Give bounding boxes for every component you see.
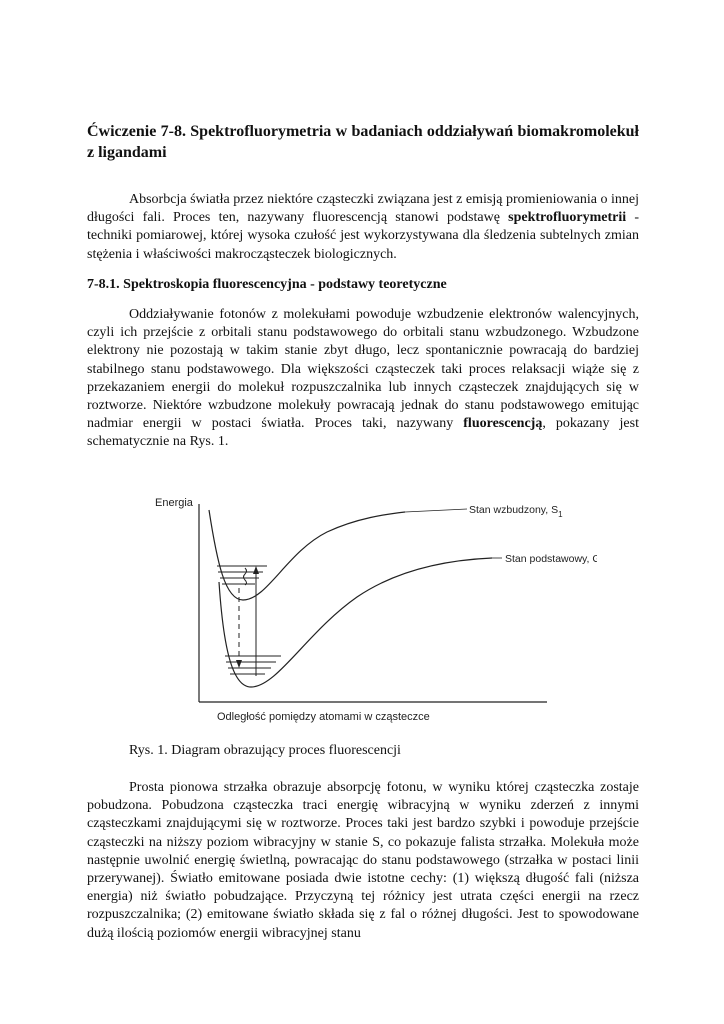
y-axis-label: Energia [155,497,193,509]
excited-label-leader [405,509,467,512]
section-bold-term: fluorescencją [463,416,543,432]
intro-text-1: Absorbcja światła przez niektóre cząsteczki związana jest z emisją promieniowania o innej długości fali. Proces ten, nazywany fluorescencją stanowi podstawę [87,192,639,226]
intro-bold-term: spektrofluorymetrii [508,210,627,226]
x-axis-label: Odległość pomiędzy atomami w cząsteczce [217,711,430,723]
figure-caption: Rys. 1. Diagram obrazujący proces fluorescencji [129,743,401,758]
excited-label-main: Stan wzbudzony, S [469,504,559,516]
fluorescence-diagram [147,482,597,727]
excited-state-label [469,504,563,519]
diagram-svg [147,482,597,727]
wavy-relaxation-arrow [244,568,247,585]
section-text-2: , pokazany jest schematycznie na Rys. 1. [87,416,639,450]
emission-arrow-head [236,660,242,668]
intro-text-2: - techniki pomiarowej, której wysoka czułość jest wykorzystywana dla śledzenia subtelnych zmian stężenia i właściwości makrocząsteczek biologicznych. [87,210,639,262]
section-heading: 7-8.1. Spektroskopia fluorescencyjna - podstawy teoretyczne [87,277,447,292]
section-paragraph [87,306,639,452]
excited-label-subscript: 1 [558,510,563,519]
final-paragraph: Prosta pionowa strzałka obrazuje absorpcję fotonu, w wyniku której cząsteczka zostaje pobudzona. Pobudzona cząsteczka traci energię wibracyjną w wyniku zderzeń z innymi cząsteczkami znajdującymi się w roztworze. Proces taki jest bardzo szybki i powoduje przejście cząsteczki na niższy poziom wibracyjny w stanie S, co pokazuje falista strzałka. Molekuła może następnie uwolnić energię świetlną, powracając do stanu podstawowego (strzałka w postaci linii przerywanej). Światło emitowane posiada dwie istotne cechy: (1) większą długość fali (niższa energia) niż światło pobudzające. Przyczyną tej różnicy jest utrata części energii na rzecz rozpuszczalnika; (2) emitowane światło składa się z fal o różnej długości. Jest to spowodowane dużą ilością poziomów energii wibracyjnej stanu [87,780,639,941]
page-title: Ćwiczenie 7-8. Spektrofluorymetria w badaniach oddziaływań biomakromolekuł z ligandami [87,123,639,161]
intro-paragraph [87,191,639,264]
ground-state-label: Stan podstawowy, G [505,553,597,565]
section-text-1: Oddziaływanie fotonów z molekułami powoduje wzbudzenie elektronów walencyjnych, czyli ich przejście z orbitali stanu podstawowego do orbitali stanu wzbudzonego. Wzbudzone elektrony nie pozostają w takim stanie zbyt długo, lecz spontanicznie powracają do bardziej stabilnego stanu podstawowego. Dla większości cząsteczek taki proces relaksacji wiąże się z przekazaniem energii do molekuł rozpuszczalnika lub innych cząsteczek znajdujących się w roztworze. Niektóre wzbudzone molekuły powracają jednak do stanu podstawowego emitując nadmiar energii w postaci światła. Proces taki, nazywany [87,307,639,432]
absorption-arrow-head [253,566,259,574]
